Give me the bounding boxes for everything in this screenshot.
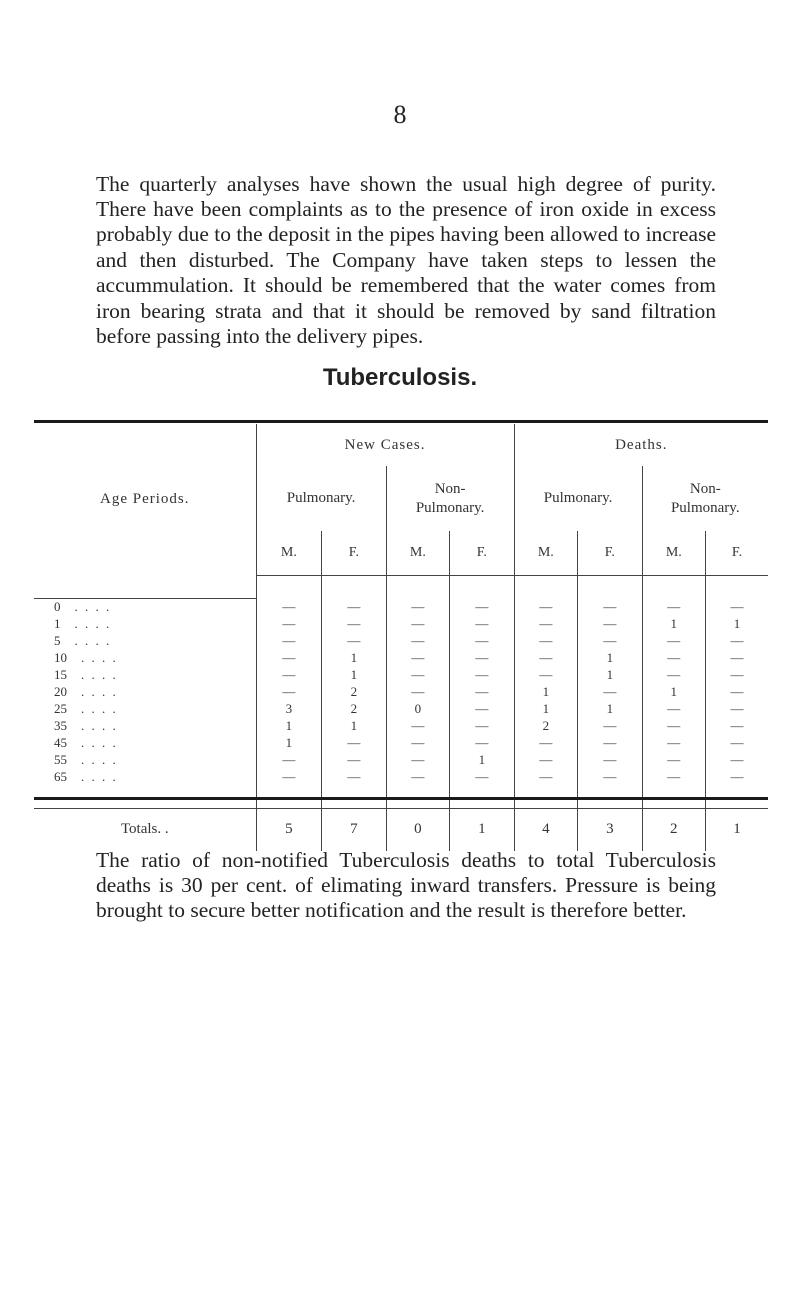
deaths-non-pulmonary-header [642, 466, 768, 531]
age-period: 45 [54, 735, 67, 750]
table-cell: — [256, 769, 322, 786]
table-cell: — [256, 616, 322, 633]
table-cell: — [642, 718, 705, 735]
table-cell: — [450, 735, 515, 752]
non-pulmonary-label: Non- Pulmonary. [415, 480, 485, 516]
totals-row [34, 808, 768, 851]
table-cell: — [386, 769, 449, 786]
age-periods-header: Age Periods. [100, 491, 190, 508]
table-cell: — [514, 735, 577, 752]
table-cell: — [514, 616, 577, 633]
table-cell: — [256, 598, 322, 616]
table-cell: — [578, 752, 643, 769]
table-cell: 1 [256, 718, 322, 735]
new-cases-header: New Cases. [256, 424, 514, 466]
table-cell: 1 [256, 735, 322, 752]
total-cell: 1 [450, 808, 515, 851]
table-cell: — [706, 718, 768, 735]
table-cell: — [322, 769, 387, 786]
table-row [34, 718, 768, 735]
age-period: 35 [54, 718, 67, 733]
table-cell: 1 [322, 718, 387, 735]
table-cell: — [450, 718, 515, 735]
table-cell: 1 [706, 616, 768, 633]
table-cell: — [642, 598, 705, 616]
leader-dots: . . . . [74, 633, 112, 648]
table-cell: — [578, 735, 643, 752]
table-row [34, 650, 768, 667]
total-cell: 3 [578, 808, 643, 851]
table-cell: 2 [514, 718, 577, 735]
table-cell: — [386, 616, 449, 633]
sex-header: F. [322, 531, 387, 576]
table-cell: 1 [322, 650, 387, 667]
table-row [34, 616, 768, 633]
table-row [34, 752, 768, 769]
age-period: 25 [54, 701, 67, 716]
total-cell: 5 [256, 808, 322, 851]
table-cell: — [256, 752, 322, 769]
intro-paragraph: The quarterly analyses have shown the usual high degree of purity. There have been complaints as to the presence of iron oxide in excess probably due to the deposit in the pipes having been allowed to increase and then disturbed. The Company have taken steps to lessen the accummulation. It should be remembered that the water comes from iron bearing strata and that it should be removed by sand filtration before passing into the delivery pipes. [96, 171, 716, 348]
table-cell: — [642, 701, 705, 718]
sex-header: F. [578, 531, 643, 576]
deaths-pulmonary-header: Pulmonary. [514, 466, 642, 531]
table-cell: — [256, 650, 322, 667]
table-cell: — [706, 684, 768, 701]
sex-header: F. [706, 531, 768, 576]
page-number: 8 [393, 100, 407, 129]
table-cell: — [578, 633, 643, 650]
leader-dots: . . . . [81, 701, 118, 716]
table-cell: 1 [578, 701, 643, 718]
total-cell: 4 [514, 808, 577, 851]
age-period: 20 [54, 684, 67, 699]
table-cell: — [386, 598, 449, 616]
new-pulmonary-header: Pulmonary. [256, 466, 386, 531]
leader-dots: . . . . [81, 650, 118, 665]
table-cell: — [706, 667, 768, 684]
leader-dots: . . . . [81, 718, 118, 733]
table-cell: — [450, 684, 515, 701]
leader-dots: . . . . [74, 616, 112, 631]
table-row [34, 735, 768, 752]
table-cell: — [386, 735, 449, 752]
table-cell: — [386, 752, 449, 769]
table-cell: — [450, 650, 515, 667]
table-cell: — [578, 769, 643, 786]
leader-dots: . . . . [81, 752, 118, 767]
table-cell: — [322, 598, 387, 616]
table-cell: — [578, 616, 643, 633]
deaths-header: Deaths. [514, 424, 768, 466]
age-period: 55 [54, 752, 67, 767]
table-cell: — [642, 633, 705, 650]
table-cell: — [578, 598, 643, 616]
table-cell: 2 [322, 684, 387, 701]
total-cell: 0 [386, 808, 449, 851]
table-cell: — [514, 769, 577, 786]
table-bottom-rule [34, 797, 768, 800]
tuberculosis-table [34, 424, 768, 851]
table-cell: — [642, 769, 705, 786]
table-row [34, 667, 768, 684]
table-cell: 1 [450, 752, 515, 769]
table-cell: 2 [322, 701, 387, 718]
table-cell: — [322, 752, 387, 769]
table-cell: — [322, 633, 387, 650]
table-cell: — [706, 633, 768, 650]
sex-header: M. [642, 531, 705, 576]
table-cell: 1 [578, 650, 643, 667]
age-period: 5 [54, 633, 61, 648]
table-cell: — [514, 667, 577, 684]
leader-dots: . . . . [74, 599, 112, 614]
table-cell: 3 [256, 701, 322, 718]
table-cell: — [256, 667, 322, 684]
table-cell: — [386, 667, 449, 684]
age-period: 65 [54, 769, 67, 784]
table-cell: — [450, 701, 515, 718]
table-cell: — [514, 633, 577, 650]
table-cell: — [578, 718, 643, 735]
table-cell: — [450, 598, 515, 616]
table-cell: — [386, 650, 449, 667]
section-title: Tuberculosis. [322, 364, 478, 391]
table-cell: — [642, 752, 705, 769]
non-pulmonary-label: Non- Pulmonary. [670, 480, 740, 516]
table-cell: 1 [514, 684, 577, 701]
new-non-pulmonary-header [386, 466, 514, 531]
total-cell: 2 [642, 808, 705, 851]
leader-dots: . . . . [81, 769, 118, 784]
sex-header: M. [514, 531, 577, 576]
table-cell: — [514, 598, 577, 616]
table-cell: — [322, 616, 387, 633]
table-cell: — [386, 718, 449, 735]
leader-dots: . . . . [81, 684, 118, 699]
table-cell: 1 [642, 616, 705, 633]
table-cell: — [706, 769, 768, 786]
table-cell: — [642, 650, 705, 667]
table-cell: 1 [578, 667, 643, 684]
table-cell: — [450, 633, 515, 650]
table-row [34, 598, 768, 616]
age-period: 1 [54, 616, 61, 631]
sex-header: M. [386, 531, 449, 576]
table-cell: — [706, 735, 768, 752]
table-cell: — [642, 667, 705, 684]
table-top-rule [34, 420, 768, 423]
table-cell: — [642, 735, 705, 752]
totals-label: Totals [120, 821, 158, 837]
closing-paragraph: The ratio of non-notified Tuberculosis deaths to total Tuberculosis deaths is 30 per cent. of elimating inward transfers. Pressure is being brought to secure better notification and the result is therefore better. [96, 847, 716, 923]
table-cell: — [450, 769, 515, 786]
sex-header: M. [256, 531, 322, 576]
table-cell: — [706, 701, 768, 718]
total-cell: 7 [322, 808, 387, 851]
table-cell: 0 [386, 701, 449, 718]
table-cell: — [450, 667, 515, 684]
table-cell: — [514, 752, 577, 769]
table-cell: — [706, 752, 768, 769]
sex-header: F. [450, 531, 515, 576]
age-period: 10 [54, 650, 67, 665]
table-cell: — [578, 684, 643, 701]
table-row [34, 684, 768, 701]
table-cell: — [706, 598, 768, 616]
age-period: 15 [54, 667, 67, 682]
table-cell: — [386, 684, 449, 701]
table-cell: 1 [322, 667, 387, 684]
table-row [34, 769, 768, 786]
leader-dots: . . . . [81, 667, 118, 682]
table-cell: — [514, 650, 577, 667]
table-cell: 1 [642, 684, 705, 701]
leader-dots: . . . . [81, 735, 118, 750]
table-row [34, 633, 768, 650]
table-cell: — [256, 633, 322, 650]
table-row [34, 701, 768, 718]
table-cell: — [322, 735, 387, 752]
total-cell: 1 [706, 808, 768, 851]
table-cell: — [450, 616, 515, 633]
table-cell: — [386, 633, 449, 650]
table-cell: — [706, 650, 768, 667]
age-period: 0 [54, 599, 61, 614]
table-cell: 1 [514, 701, 577, 718]
leader-dots: . . [157, 821, 169, 837]
table-cell: — [256, 684, 322, 701]
